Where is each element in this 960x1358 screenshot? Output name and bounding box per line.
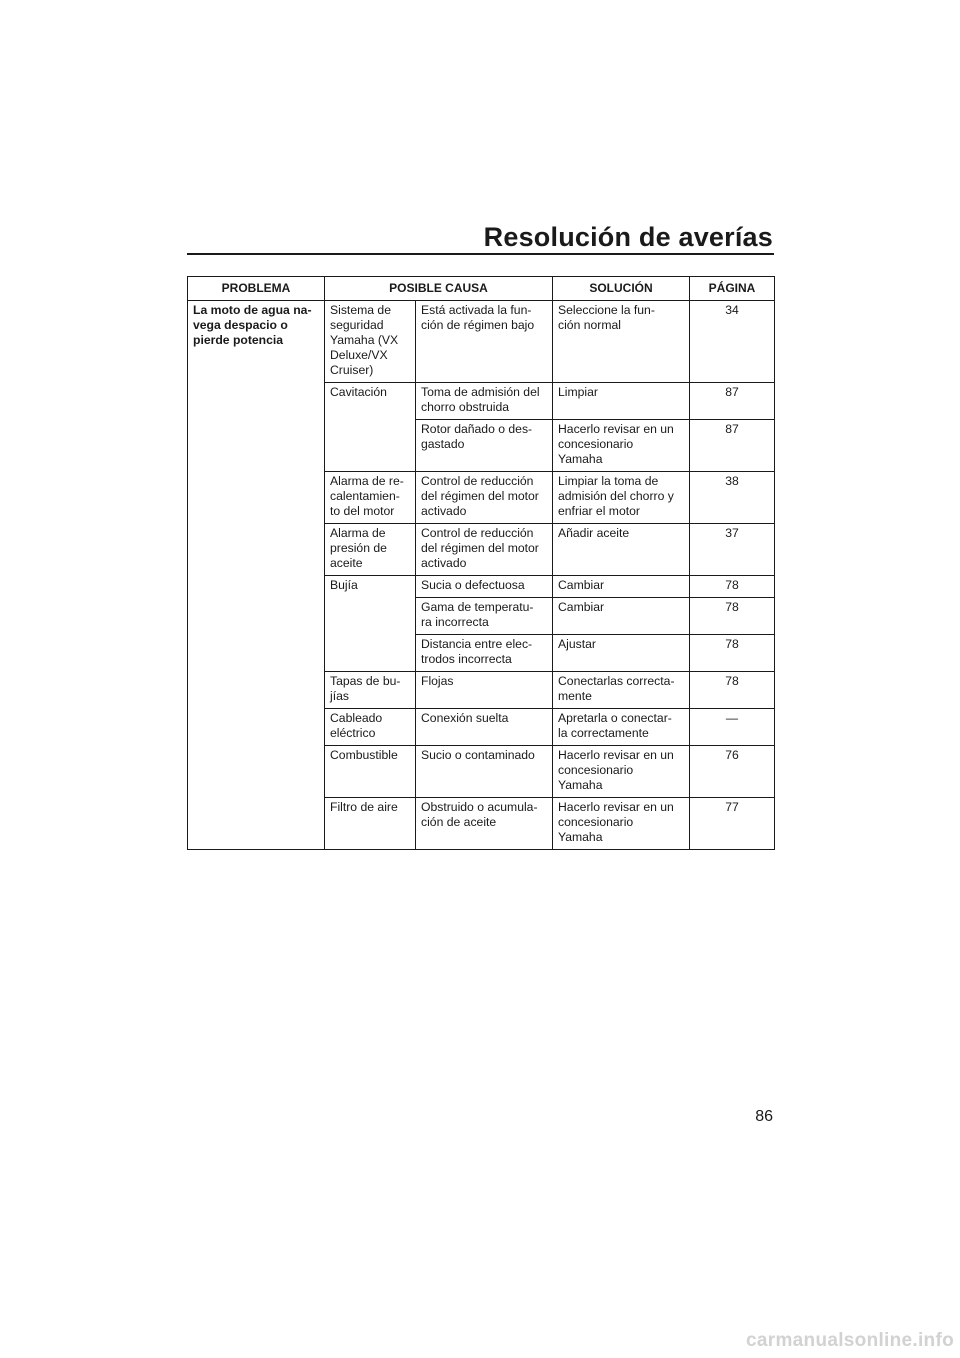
page-cell: 78 xyxy=(690,598,775,635)
header-problem: PROBLEMA xyxy=(188,277,325,301)
cause-cell: Combustible xyxy=(325,746,416,798)
cause-cell: Filtro de aire xyxy=(325,798,416,850)
page-cell: 78 xyxy=(690,635,775,672)
detail-cell: Rotor dañado o des- gastado xyxy=(416,420,553,472)
troubleshooting-table xyxy=(187,276,775,850)
page-cell: 76 xyxy=(690,746,775,798)
solution-cell: Añadir aceite xyxy=(553,524,690,576)
header-solution: SOLUCIÓN xyxy=(553,277,690,301)
problem-cell: La moto de agua na- vega despacio o pierde potencia xyxy=(188,301,325,850)
cause-cell: Alarma de re- calentamien- to del motor xyxy=(325,472,416,524)
page-cell: 87 xyxy=(690,420,775,472)
cause-cell: Cavitación xyxy=(325,383,416,472)
detail-cell: Distancia entre elec- trodos incorrecta xyxy=(416,635,553,672)
solution-cell: Cambiar xyxy=(553,598,690,635)
detail-cell: Control de reducción del régimen del motor activado xyxy=(416,472,553,524)
page-cell: 78 xyxy=(690,576,775,598)
detail-cell: Control de reducción del régimen del motor activado xyxy=(416,524,553,576)
detail-cell: Sucio o contaminado xyxy=(416,746,553,798)
solution-cell: Hacerlo revisar en un concesionario Yamaha xyxy=(553,746,690,798)
solution-cell: Hacerlo revisar en un concesionario Yamaha xyxy=(553,798,690,850)
title-rule xyxy=(187,253,774,255)
watermark: carmanualsonline.info xyxy=(746,1330,954,1351)
page-number: 86 xyxy=(755,1108,773,1125)
detail-cell: Toma de admisión del chorro obstruida xyxy=(416,383,553,420)
page-title: Resolución de averías xyxy=(483,222,773,252)
cause-cell: Tapas de bu- jías xyxy=(325,672,416,709)
page-cell: 78 xyxy=(690,672,775,709)
page-cell: 37 xyxy=(690,524,775,576)
page-cell: 77 xyxy=(690,798,775,850)
cause-cell: Alarma de presión de aceite xyxy=(325,524,416,576)
detail-cell: Sucia o defectuosa xyxy=(416,576,553,598)
detail-cell: Conexión suelta xyxy=(416,709,553,746)
table-header-row xyxy=(188,277,775,301)
solution-cell: Cambiar xyxy=(553,576,690,598)
page-cell: 87 xyxy=(690,383,775,420)
page-cell: 34 xyxy=(690,301,775,383)
detail-cell: Obstruido o acumula- ción de aceite xyxy=(416,798,553,850)
detail-cell: Está activada la fun- ción de régimen bajo xyxy=(416,301,553,383)
header-cause: POSIBLE CAUSA xyxy=(325,277,553,301)
solution-cell: Limpiar la toma de admisión del chorro y enfriar el motor xyxy=(553,472,690,524)
table-row xyxy=(188,301,775,383)
solution-cell: Ajustar xyxy=(553,635,690,672)
solution-cell: Conectarlas correcta- mente xyxy=(553,672,690,709)
cause-cell: Sistema de seguridad Yamaha (VX Deluxe/VX Cruiser) xyxy=(325,301,416,383)
solution-cell: Limpiar xyxy=(553,383,690,420)
solution-cell: Seleccione la fun- ción normal xyxy=(553,301,690,383)
solution-cell: Hacerlo revisar en un concesionario Yamaha xyxy=(553,420,690,472)
cause-cell: Cableado eléctrico xyxy=(325,709,416,746)
page-cell: 38 xyxy=(690,472,775,524)
detail-cell: Gama de temperatu- ra incorrecta xyxy=(416,598,553,635)
solution-cell: Apretarla o conectar- la correctamente xyxy=(553,709,690,746)
header-page: PÁGINA xyxy=(690,277,775,301)
page-cell: — xyxy=(690,709,775,746)
cause-cell: Bujía xyxy=(325,576,416,672)
detail-cell: Flojas xyxy=(416,672,553,709)
